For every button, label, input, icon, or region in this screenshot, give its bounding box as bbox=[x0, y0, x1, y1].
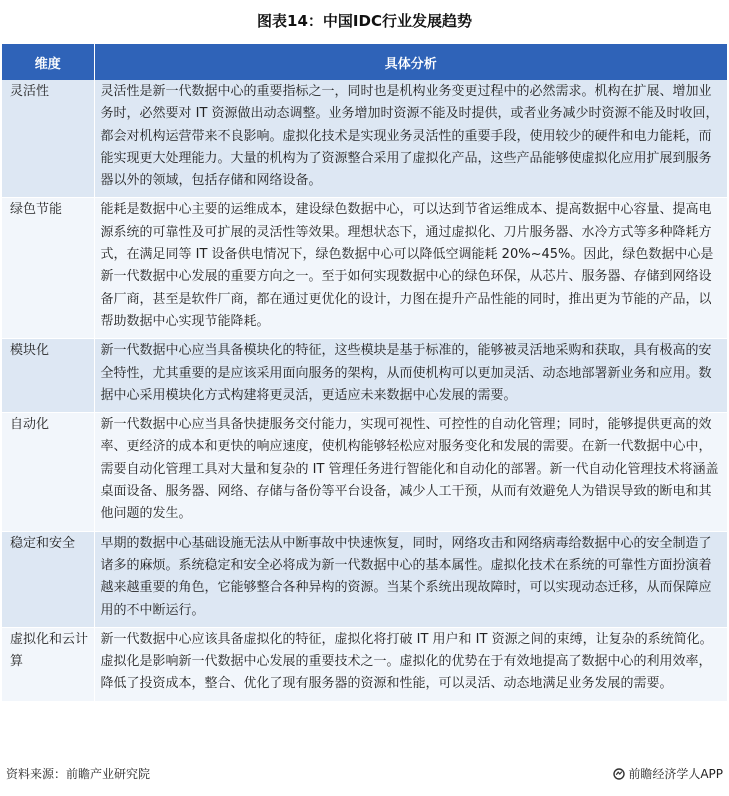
table-row bbox=[2, 413, 727, 531]
table-row bbox=[2, 80, 727, 198]
dimension-cell: 绿色节能 bbox=[2, 198, 94, 339]
analysis-cell: 能耗是数据中心主要的运维成本，建设绿色数据中心，可以达到节省运维成本、提高数据中心容量、提高电源系统的可靠性及可扩展的灵活性等效果。理想状态下，通过虚拟化、刀片服务器、水冷方式等多种降耗方式，在满足同等 IT 设备供电情况下，绿色数据中心可以降低空调能耗 20%~45%。因此，绿色数据中心是新一代数据中心发展的重要方向之一。至于如何实现数据中心的绿色环保，从芯片、服务器、存储到网络设备厂商，甚至是软件厂商，都在通过更优化的设计，力图在提升产品性能的同时，推出更为节能的产品，以帮助数据中心实现节能降耗。 bbox=[94, 198, 727, 339]
column-header-dimension: 维度 bbox=[2, 44, 94, 80]
qianzhan-logo-icon bbox=[613, 768, 625, 780]
dimension-cell: 虚拟化和云计算 bbox=[2, 627, 94, 701]
analysis-cell: 早期的数据中心基础设施无法从中断事故中快速恢复，同时，网络攻击和网络病毒给数据中心的安全制造了诸多的麻烦。系统稳定和安全必将成为新一代数据中心的基本属性。虚拟化技术在系统的可靠性方面扮演着越来越重要的角色，它能够整合各种异构的资源。当某个系统出现故障时，可以实现动态迁移，从而保障应用的不中断运行。 bbox=[94, 531, 727, 627]
dimension-cell: 模块化 bbox=[2, 339, 94, 413]
analysis-cell: 新一代数据中心应该具备虚拟化的特征，虚拟化将打破 IT 用户和 IT 资源之间的束缚，让复杂的系统简化。虚拟化是影响新一代数据中心发展的重要技术之一。虚拟化的优势在于有效地提高了数据中心的利用效率，降低了投资成本，整合、优化了现有服务器的资源和性能，可以灵活、动态地满足业务发展的需要。 bbox=[94, 627, 727, 701]
table-row bbox=[2, 339, 727, 413]
table-row bbox=[2, 198, 727, 339]
trend-table bbox=[2, 44, 727, 702]
analysis-cell: 灵活性是新一代数据中心的重要指标之一，同时也是机构业务变更过程中的必然需求。机构在扩展、增加业务时，必然要对 IT 资源做出动态调整。业务增加时资源不能及时提供，或者业务减少时资源不能及时收回，都会对机构运营带来不良影响。虚拟化技术是实现业务灵活性的重要手段，使用较少的硬件和电力能耗，而能实现更大处理能力。大量的机构为了资源整合采用了虚拟化产品，这些产品能够使虚拟化应用扩展到服务器以外的领域，包括存储和网络设备。 bbox=[94, 80, 727, 198]
column-header-analysis: 具体分析 bbox=[94, 44, 727, 80]
page-title: 图表14：中国IDC行业发展趋势 bbox=[257, 12, 472, 30]
analysis-cell: 新一代数据中心应当具备快捷服务交付能力，实现可视性、可控性的自动化管理；同时，能够提供更高的效率、更经济的成本和更快的响应速度，使机构能够轻松应对服务变化和发展的需要。在新一代数据中心中，需要自动化管理工具对大量和复杂的 IT 管理任务进行智能化和自动化的部署。新一代自动化管理技术将涵盖桌面设备、服务器、网络、存储与备份等平台设备，减少人工干预，从而有效避免人为错误导致的断电和其他问题的发生。 bbox=[94, 413, 727, 531]
table-header-row bbox=[2, 44, 727, 80]
dimension-cell: 稳定和安全 bbox=[2, 531, 94, 627]
brand-credit bbox=[613, 764, 723, 784]
footer bbox=[0, 764, 729, 784]
table-row bbox=[2, 627, 727, 701]
dimension-cell: 灵活性 bbox=[2, 80, 94, 198]
table-row bbox=[2, 531, 727, 627]
analysis-cell: 新一代数据中心应当具备模块化的特征，这些模块是基于标准的，能够被灵活地采购和获取，具有极高的安全特性，尤其重要的是应该采用面向服务的架构，从而使机构可以更加灵活、动态地部署新业务和应用。数据中心采用模块化方式构建将更灵活，更适应未来数据中心发展的需要。 bbox=[94, 339, 727, 413]
source-note: 资料来源：前瞻产业研究院 bbox=[6, 767, 151, 781]
brand-name: 前瞻经济学人APP bbox=[628, 767, 723, 781]
dimension-cell: 自动化 bbox=[2, 413, 94, 531]
